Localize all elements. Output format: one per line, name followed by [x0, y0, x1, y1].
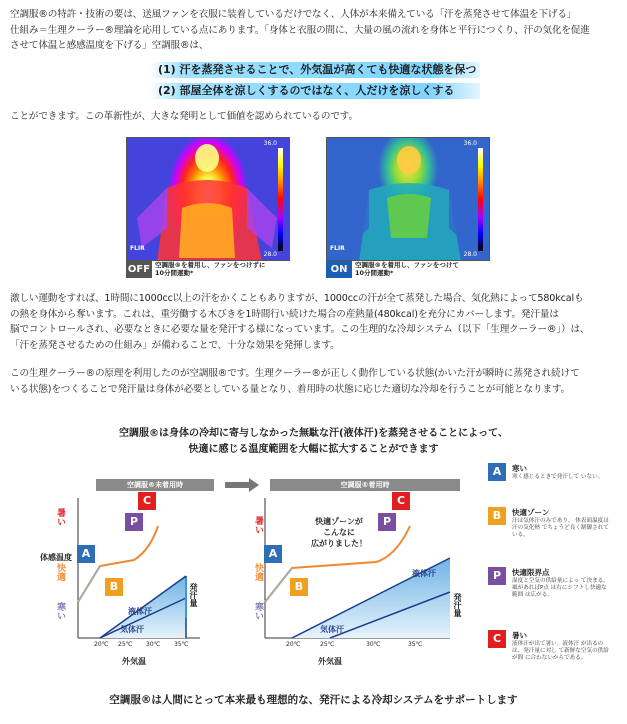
thermal-figure-on	[327, 138, 490, 261]
body-line: 「汗を蒸発させるための仕組み」が備わることで、十分な効果を発揮します。	[10, 339, 340, 351]
legend-b-icon: B	[488, 507, 506, 525]
x-tick: 30℃	[366, 641, 381, 648]
y-zone-comfort: 快適	[253, 563, 263, 581]
legend-c-icon: C	[488, 630, 506, 648]
body-line: の熱を身体から奪います。これは、重労働する木びきを1時間行い続けた場合の産熱量(480kcal)を充分にカバーします。発汗量は	[10, 308, 559, 320]
x-tick: 30℃	[146, 641, 161, 648]
x-tick: 25℃	[118, 641, 133, 648]
highlight-1: (1) 汗を蒸発させることで、外気温が高くても快適な状態を保つ	[150, 62, 480, 78]
marker-c: C	[138, 492, 156, 510]
on-caption	[355, 261, 459, 277]
y2-axis-label: 発汗量	[189, 583, 198, 607]
on-badge: ON	[326, 261, 352, 278]
header-on: 空調服®着用時	[270, 479, 460, 491]
marker-a: A	[264, 545, 282, 563]
marker-p: P	[125, 513, 143, 531]
caption-line: 10分間運動*	[355, 269, 394, 277]
legend-c-desc: 液体汗が出て暑い。液体汗 が出るのは、発汗量に対し て新鮮な空気の供給が間 に合わないからである。	[512, 641, 609, 662]
bottom-tagline: 空調服®は人間にとって本来最も理想的な、発汗による冷却システムをサポートします	[109, 694, 518, 706]
scale-min-label: 28.0	[263, 251, 277, 258]
marker-b: B	[290, 578, 308, 596]
off-badge: OFF	[126, 261, 152, 278]
liquid-sweat-label: 液体汗	[412, 569, 436, 578]
body-line: 激しい運動をすれば、1時間に1000cc以上の汗をかくこともありますが、1000ccの汗が全て蒸発した場合、気化熱によって580kcalも	[10, 293, 584, 304]
x-axis-label: 外気温	[318, 657, 342, 666]
legend-b-desc: 汗は気体汗のみであり、 体表面温度は汗の気化熱 でちょうど良く制御されて いる。	[512, 518, 609, 539]
legend-c-title: 暑い	[512, 631, 527, 640]
liquid-sweat-label: 液体汗	[128, 607, 152, 616]
x-tick: 35℃	[174, 641, 189, 648]
body-paragraph-2	[10, 291, 616, 353]
y-zone-hot: 暑い	[55, 508, 65, 526]
x-tick: 20℃	[286, 641, 301, 648]
intro-line: 仕組み＝生理クーラー®理論を応用している点にあります。「身体と衣服の間に、大量の風の流れを身体と平行につくり、汗の気化を促進	[10, 24, 590, 36]
x-tick: 25℃	[320, 641, 335, 648]
off-caption	[155, 261, 265, 277]
x-tick: 35℃	[408, 641, 423, 648]
caption-line: 10分間運動*	[155, 269, 194, 277]
legend-p-icon: P	[488, 567, 506, 585]
temp-scale	[278, 148, 283, 251]
x-tick: 20℃	[94, 641, 109, 648]
intro-line: 空調服®の特許・技術の要は、送風ファンを衣服に装着しているだけでなく、人体が本来備えている「汗を蒸発させて体温を下げる」	[10, 9, 577, 20]
body-line: 脳でコントロールされ、必要なときに必要な量を発汗する様になっています。この生理的な冷却システム（以下「生理クーラー®」）は、	[10, 324, 590, 335]
caption-line: 空調服®を着用し、ファンをつけて	[355, 261, 459, 269]
marker-b: B	[105, 578, 123, 596]
chart-title-line1: 空調服®は身体の冷却に寄与しなかった無駄な汗(液体汗)を蒸発させることによって、	[119, 428, 508, 439]
cold-segment	[265, 568, 292, 602]
legend-a-title: 寒い	[512, 464, 527, 473]
temp-scale	[478, 148, 483, 251]
intro-after: ことができます。この革新性が、大きな発明として価値を認められているのです。	[10, 111, 358, 122]
flir-logo: FLIR	[130, 245, 145, 252]
body-line: いる状態)をつくることで発汗量は身体が必要としている量となり、着用時の状態に応じた適切な冷却を行うことが可能となります。	[10, 383, 571, 395]
y-zone-cold: 寒い	[55, 602, 65, 620]
legend-p-desc: 湿度と空気の供給量によっ て決まる。風があればP点 は右にシフトし快適な範囲 は広がる。	[512, 578, 609, 599]
legend-b-title: 快適ゾーン	[512, 508, 550, 517]
header-off: 空調服®未着用時	[96, 479, 214, 491]
thermal-image-off	[126, 137, 290, 261]
scale-max-label: 36.0	[263, 140, 277, 147]
y-axis-label: 体感温度	[40, 553, 72, 562]
highlight-2: (2) 部屋全体を涼しくするのではなく、人だけを涼しくする	[150, 83, 480, 99]
cold-segment	[78, 566, 100, 602]
y2-axis-label: 発汗量	[453, 593, 462, 617]
marker-c: C	[392, 492, 410, 510]
y-zone-hot: 暑い	[253, 516, 263, 534]
legend-a-desc: 寒く感じるときで発汗して いない。	[512, 474, 604, 480]
intro-paragraph	[10, 7, 616, 54]
scale-max-label: 36.0	[463, 140, 477, 147]
callout	[294, 516, 384, 549]
y-zone-comfort: 快適	[55, 563, 65, 581]
thermal-image-on	[326, 137, 490, 261]
intro-line: させて体温と感感温度を下げる」空調服®は、	[10, 40, 209, 51]
thermal-figure-off	[127, 138, 290, 261]
body-paragraph-3	[10, 366, 616, 397]
gas-sweat-label: 気体汗	[320, 625, 344, 634]
scale-min-label: 28.0	[463, 251, 477, 258]
chart-title-line2: 快適に感じる温度範囲を大幅に拡大することができます	[188, 444, 439, 455]
y-zone-cold: 寒い	[253, 602, 263, 620]
marker-a: A	[77, 545, 95, 563]
callout-line: 広がりました！	[311, 539, 367, 548]
callout-line: こんなに	[323, 528, 355, 537]
caption-line: 空調服®を着用し、ファンをつけずに	[155, 261, 266, 269]
gas-sweat-label: 気体汗	[120, 625, 144, 634]
x-axis-label: 外気温	[122, 657, 146, 666]
legend-p-title: 快適限界点	[512, 568, 550, 577]
marker-p: P	[378, 513, 396, 531]
flir-logo: FLIR	[330, 245, 345, 252]
legend-a-icon: A	[488, 463, 506, 481]
body-line: この生理クーラー®の原理を利用したのが空調服®です。生理クーラー®が正しく動作している状態(かいた汗が瞬時に蒸発され続けて	[10, 368, 580, 379]
callout-line: 快適ゾーンが	[315, 517, 363, 526]
